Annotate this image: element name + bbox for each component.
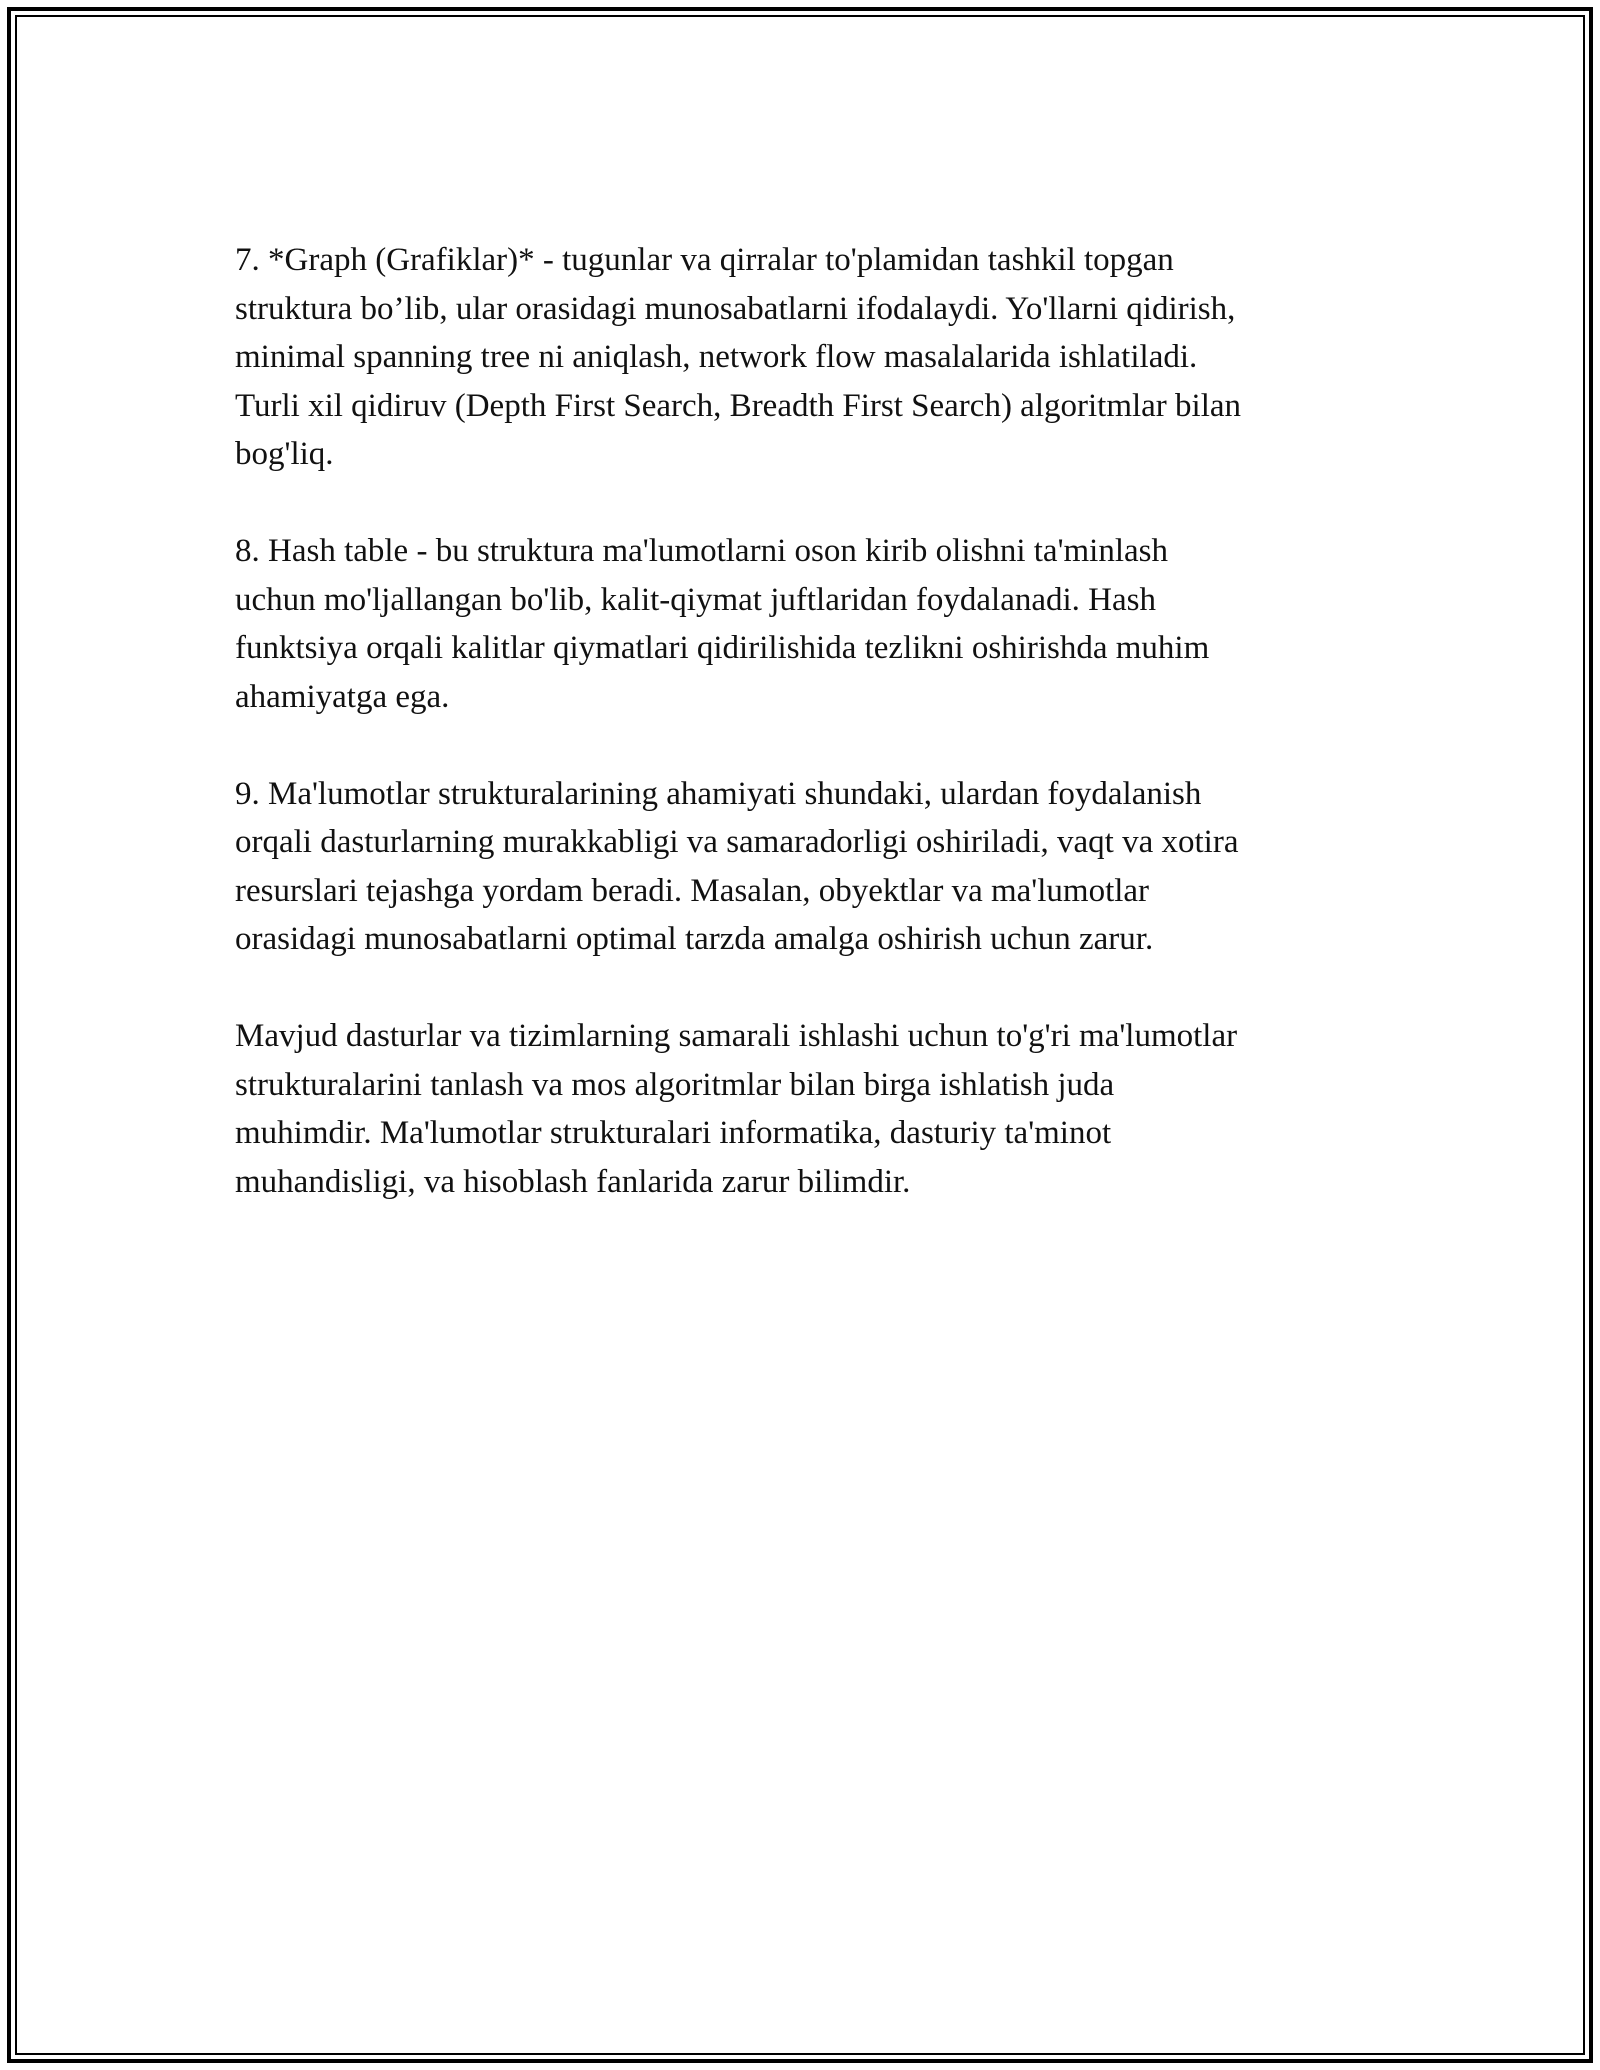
text-line: struktura bo’lib, ular orasidagi munosabatlarni ifodalaydi. Yo'llarni qidirish, [235, 290, 1236, 327]
text-line: orqali dasturlarning murakkabligi va samaradorligi oshiriladi, vaqt va xotira [235, 824, 1239, 860]
text-line: bog'liq. [235, 436, 334, 472]
paragraph-graph [235, 236, 1365, 479]
text-line: resurslari tejashga yordam beradi. Masalan, obyektlar va ma'lumotlar [235, 872, 1150, 909]
text-line: orasidagi munosabatlarni optimal tarzda amalga oshirish uchun zarur. [235, 921, 1154, 957]
text-line: muhandisligi, va hisoblash fanlarida zarur bilimdir. [235, 1163, 911, 1200]
text-line: Turli xil qidiruv (Depth First Search, Breadth First Search) algoritmlar bilan [235, 387, 1242, 424]
paragraph-conclusion [235, 1012, 1365, 1206]
text-line: uchun mo'ljallangan bo'lib, kalit-qiymat juftlaridan foydalanadi. Hash [235, 581, 1156, 618]
text-line: ahamiyatga ega. [235, 678, 450, 715]
document-body [235, 236, 1365, 1255]
text-line: muhimdir. Ma'lumotlar strukturalari informatika, dasturiy ta'minot [235, 1115, 1112, 1151]
text-line: Mavjud dasturlar va tizimlarning samarali ishlashi uchun to'g'ri ma'lumotlar [235, 1018, 1238, 1054]
text-line: funktsiya orqali kalitlar qiymatlari qidirilishida tezlikni oshirishda muhim [235, 630, 1210, 666]
text-line: 8. Hash table - bu struktura ma'lumotlarni oson kirib olishni ta'minlash [235, 533, 1169, 569]
text-line: strukturalarini tanlash va mos algoritmlar bilan birga ishlatish juda [235, 1066, 1115, 1103]
text-line: minimal spanning tree ni aniqlash, network flow masalalarida ishlatiladi. [235, 339, 1198, 375]
paragraph-hash-table [235, 527, 1365, 721]
text-line: 7. *Graph (Grafiklar)* - tugunlar va qirralar to'plamidan tashkil topgan [235, 242, 1174, 278]
paragraph-importance [235, 770, 1365, 964]
text-line: 9. Ma'lumotlar strukturalarining ahamiyati shundaki, ulardan foydalanish [235, 775, 1202, 812]
